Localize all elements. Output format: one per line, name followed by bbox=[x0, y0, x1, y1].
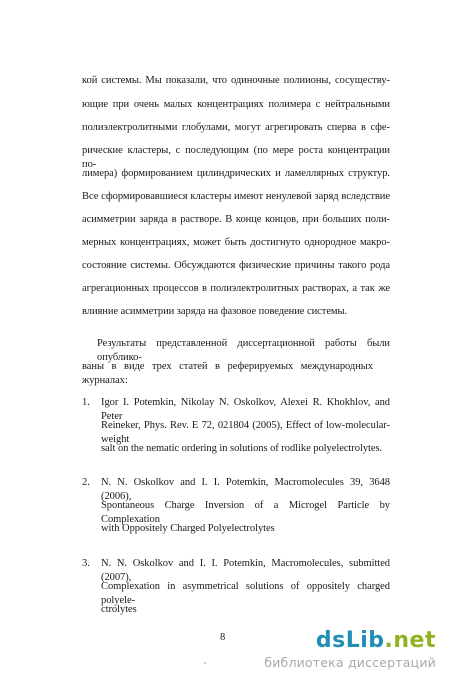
page-number: 8 bbox=[220, 632, 226, 643]
text-line: мерных концентрациях, может быть достигнуто однородное макро- bbox=[82, 237, 390, 248]
text-line: Результаты представленной диссертационной работы были опублико- bbox=[97, 338, 390, 363]
reference-number: 1. bbox=[82, 397, 90, 408]
watermark-logo-part1: dsLib bbox=[315, 628, 385, 653]
text-line: Spontaneous Charge Inversion of a Microgel Particle by Complexation bbox=[101, 500, 390, 525]
text-line: ваны в виде трех статей в реферируемых международных журналах: bbox=[82, 361, 373, 386]
text-line: влияние асимметрии заряда на фазовое поведение системы. bbox=[82, 306, 348, 317]
text-line: salt on the nematic ordering in solutions of rodlike polyelectrolytes. bbox=[101, 443, 383, 454]
text-line: Complexation in asymmetrical solutions of oppositely charged polyele- bbox=[101, 581, 390, 606]
text-line: Все сформировавшиеся кластеры имеют ненулевой заряд вследствие bbox=[82, 191, 390, 202]
reference-number: 2. bbox=[82, 477, 90, 488]
text-line: Reineker, Phys. Rev. E 72, 021804 (2005), Effect of low-molecular-weight bbox=[101, 420, 390, 445]
text-line: рические кластеры, с последующим (по мере роста концентрации по- bbox=[82, 145, 390, 170]
text-line: кой системы. Мы показали, что одиночные полиионы, сосуществу- bbox=[82, 75, 390, 86]
text-line: with Oppositely Charged Polyelectrolytes bbox=[101, 523, 275, 534]
reference-number: 3. bbox=[82, 558, 90, 569]
scan-speck bbox=[204, 662, 206, 664]
text-line: лимера) формированием цилиндрических и ламеллярных структур. bbox=[82, 168, 390, 179]
text-line: N. N. Oskolkov and I. I. Potemkin, Macromolecules, submitted (2007), bbox=[101, 558, 390, 583]
text-line: состояние системы. Обсуждаются физические причины такого рода bbox=[82, 260, 390, 271]
watermark-subtitle: библиотека диссертаций bbox=[264, 655, 436, 670]
text-line: ctrolytes bbox=[101, 604, 137, 615]
watermark-logo bbox=[264, 630, 436, 652]
text-line: ющие при очень малых концентрациях полимера с нейтральными bbox=[82, 99, 390, 110]
text-line: Igor I. Potemkin, Nikolay N. Oskolkov, Alexei R. Khokhlov, and Peter bbox=[101, 397, 390, 422]
text-line: агрегационных процессов в полиэлектролитных растворах, а так же bbox=[82, 283, 390, 294]
watermark[interactable] bbox=[264, 630, 436, 670]
watermark-logo-part2: .net bbox=[384, 628, 436, 653]
text-line: N. N. Oskolkov and I. I. Potemkin, Macromolecules 39, 3648 (2006), bbox=[101, 477, 390, 502]
text-line: полиэлектролитными глобулами, могут агрегировать сперва в сфе- bbox=[82, 122, 390, 133]
text-line: асимметрии заряда в растворе. В конце концов, при больших поли- bbox=[82, 214, 390, 225]
